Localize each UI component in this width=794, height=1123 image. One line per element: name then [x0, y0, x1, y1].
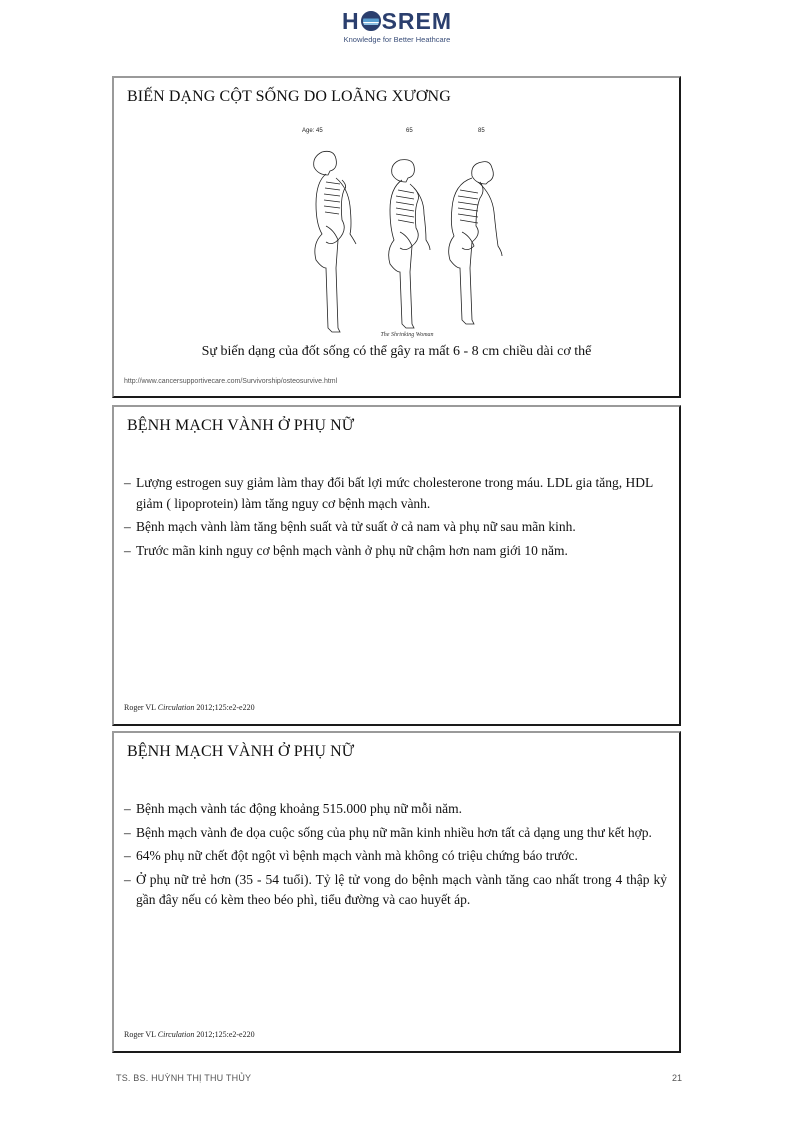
- bullet-list: [124, 473, 667, 564]
- figure-caption: The Shrinking Woman: [380, 332, 434, 338]
- figure-age-65: [389, 160, 430, 328]
- hosrem-logo: [0, 8, 794, 44]
- page-number: 21: [671, 1073, 682, 1083]
- slide-caption: Sự biến dạng của đốt sống có thể gây ra mất 6 - 8 cm chiều dài cơ thể: [201, 344, 592, 359]
- bullet-text: Lượng estrogen suy giảm làm thay đổi bất lợi mức cholesterone trong máu. LDL gia tăng, HDL giảm ( lipoprotein) làm tăng nguy cơ bệnh mạch vành.: [136, 475, 653, 511]
- ref-journal: Circulation: [157, 1030, 195, 1039]
- spine-deformation-illustration: [292, 122, 522, 336]
- ref-detail: 2012;125:e2-e220: [194, 703, 255, 712]
- dash-bullet-icon: –: [124, 519, 131, 534]
- age-label-65: 65: [406, 128, 413, 134]
- bullet-list: [124, 799, 667, 914]
- figure-age-45: [314, 151, 356, 332]
- slide-osteoporosis-spine: [112, 76, 681, 398]
- bullet-text: Bệnh mạch vành làm tăng bệnh suất và tử suất ở cả nam và phụ nữ sau mãn kinh.: [136, 519, 576, 534]
- ref-detail: 2012;125:e2-e220: [194, 1030, 255, 1039]
- bullet-item: [124, 473, 667, 514]
- slide-coronary-disease-1: [112, 405, 681, 726]
- bullet-item: [124, 846, 667, 867]
- ref-author: Roger VL: [124, 1030, 158, 1039]
- logo-tagline: Knowledge for Better Heathcare: [343, 35, 451, 44]
- bullet-text: Bệnh mạch vành tác động khoảng 515.000 phụ nữ mỗi năm.: [136, 801, 463, 816]
- source-url: http://www.cancersupportivecare.com/Survivorship/osteosurvive.html: [124, 378, 338, 385]
- age-label-85: 85: [478, 128, 485, 134]
- dash-bullet-icon: –: [124, 848, 131, 863]
- slide-title: BỆNH MẠCH VÀNH Ở PHỤ NỮ: [127, 417, 355, 434]
- slide-title: BIẾN DẠNG CỘT SỐNG DO LOÃNG XƯƠNG: [127, 88, 451, 105]
- logo-wordmark: [342, 8, 452, 34]
- reference: [124, 1030, 255, 1039]
- ref-journal: Circulation: [157, 703, 195, 712]
- logo-wave-icon: [361, 11, 381, 31]
- logo-letter-h: H: [341, 8, 360, 34]
- dash-bullet-icon: –: [124, 475, 131, 490]
- woman-figures-icon: [292, 122, 522, 336]
- dash-bullet-icon: –: [124, 801, 131, 816]
- slide-coronary-disease-2: [112, 731, 681, 1053]
- bullet-item: [124, 517, 667, 538]
- dash-bullet-icon: –: [124, 542, 131, 558]
- figure-age-85: [449, 162, 502, 324]
- dash-bullet-icon: –: [124, 871, 131, 887]
- bullet-item: [124, 823, 667, 844]
- logo-letters-srem: SREM: [381, 8, 453, 34]
- bullet-text: Trước mãn kinh nguy cơ bệnh mạch vành ở phụ nữ chậm hơn nam giới 10 năm.: [136, 542, 568, 558]
- bullet-text: 64% phụ nữ chết đột ngột vì bệnh mạch vành mà không có triệu chứng báo trước.: [136, 848, 578, 863]
- bullet-item: [124, 799, 667, 820]
- ref-author: Roger VL: [124, 703, 158, 712]
- bullet-text: Bệnh mạch vành đe dọa cuộc sống của phụ nữ mãn kinh nhiều hơn tất cả dạng ung thư kết hợp.: [136, 824, 652, 840]
- reference: [124, 703, 255, 712]
- age-label-45: Age: 45: [302, 128, 323, 134]
- slide-title: BỆNH MẠCH VÀNH Ở PHỤ NỮ: [127, 743, 355, 760]
- bullet-item: [124, 870, 667, 911]
- bullet-item: [124, 541, 667, 562]
- footer-author: TS. BS. HUỲNH THỊ THU THỦY: [116, 1073, 252, 1083]
- bullet-text: Ở phụ nữ trẻ hơn (35 - 54 tuổi). Tỷ lệ tử vong do bệnh mạch vành tăng cao nhất trong 4 thập kỷ gần đây nếu có kèm theo béo phì, tiểu đường và cao huyết áp.: [136, 871, 667, 907]
- dash-bullet-icon: –: [124, 824, 131, 840]
